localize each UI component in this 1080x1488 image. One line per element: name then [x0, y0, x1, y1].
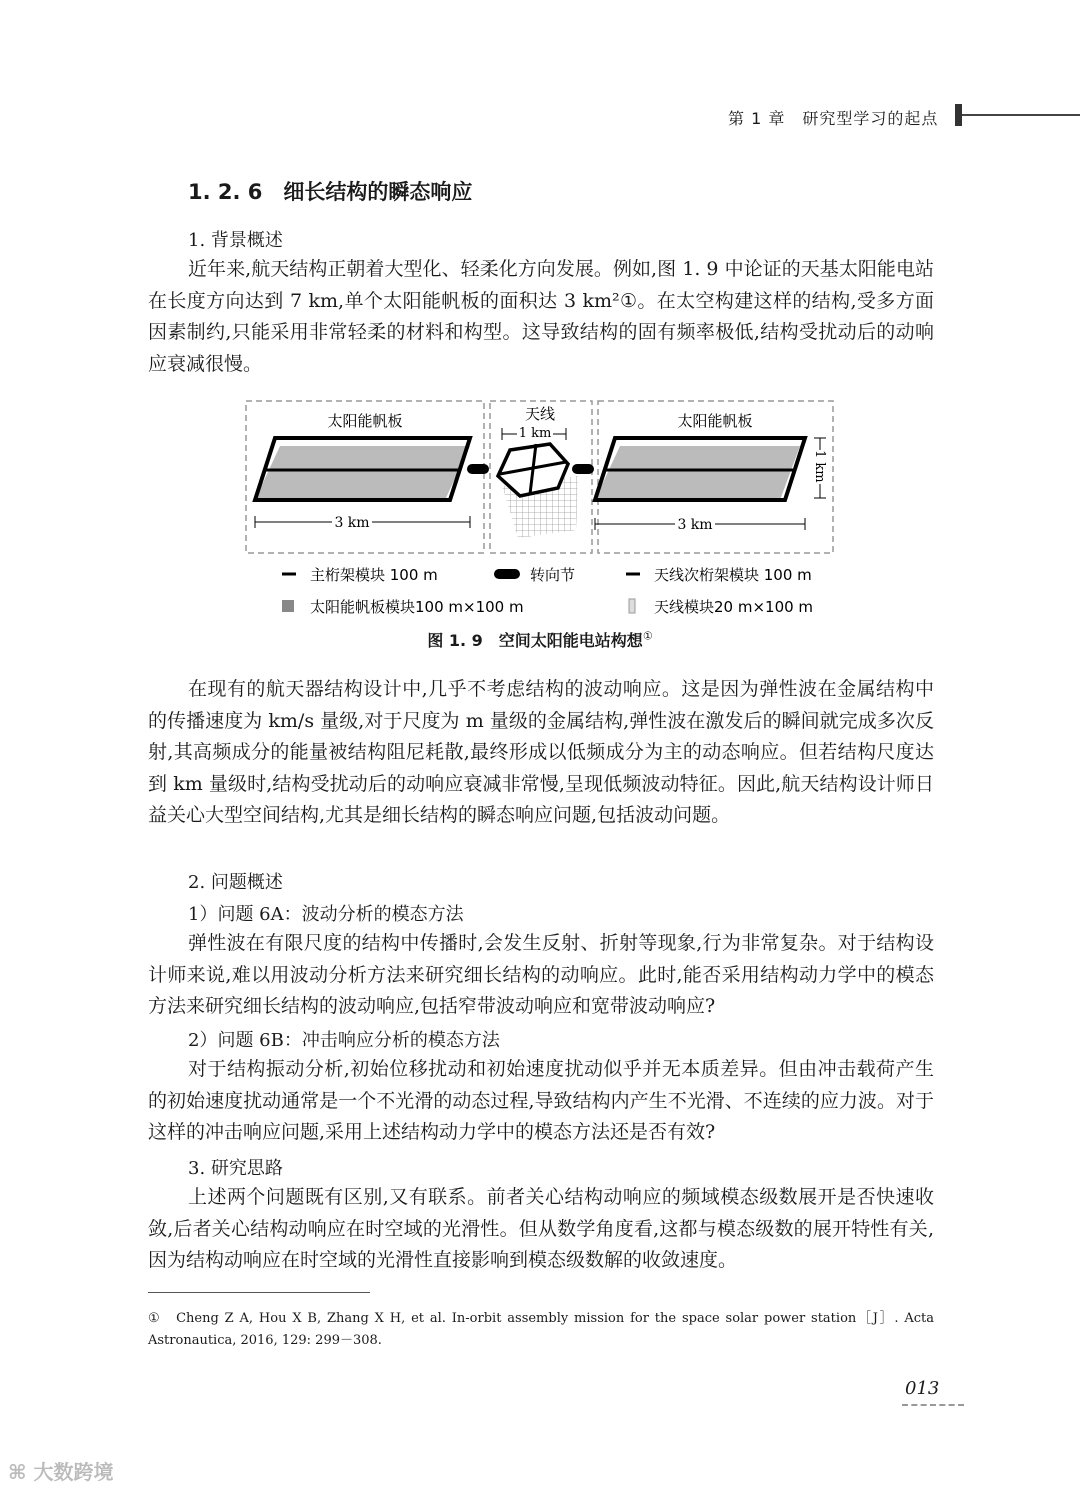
question-6b-title: 2）问题 6B：冲击响应分析的模态方法 [188, 1030, 500, 1051]
page-number: 013 [905, 1378, 940, 1399]
header-rule [962, 114, 1080, 116]
figure-caption: 图 1. 9 空间太阳能电站构想① [427, 629, 653, 650]
center-panel-label: 天线 [524, 405, 556, 423]
right-panel-label: 太阳能帆板 [677, 412, 753, 430]
legend-panel-module: 太阳能帆板模块100 m×100 m [310, 598, 524, 616]
left-panel-label: 太阳能帆板 [327, 412, 403, 430]
dim-3km-left: 3 km [334, 515, 370, 531]
paragraph-6a: 弹性波在有限尺度的结构中传播时,会发生反射、折射等现象,行为非常复杂。对于结构设计师来说,难以用波动分析方法来研究细长结构的动响应。此时,能否采用结构动力学中的模态方法来研究细长结构的波动响应,包括窄带波动响应和宽带波动响应? [148, 932, 934, 1017]
question-6a-title: 1）问题 6A：波动分析的模态方法 [188, 904, 464, 925]
footnote-rule [148, 1292, 370, 1293]
dim-1km-side: 1 km [812, 450, 827, 483]
section-title: 1. 2. 6 细长结构的瞬态响应 [188, 180, 473, 204]
figure-diagram [240, 398, 840, 624]
paragraph-background: 近年来,航天结构正朝着大型化、轻柔化方向发展。例如,图 1. 9 中论证的天基太阳能电站在长度方向达到 7 km,单个太阳能帆板的面积达 3 km²①。在太空构建这样的结构,受多方面因素制约,只能采用非常轻柔的材料和构型。这导致结构的固有频率极低,结构受扰动后的动响应衰减很慢。 [148, 258, 934, 375]
legend-joint: 转向节 [530, 566, 576, 584]
paragraph-wave: 在现有的航天器结构设计中,几乎不考虑结构的波动响应。这是因为弹性波在金属结构中的传播速度为 km/s 量级,对于尺度为 m 量级的金属结构,弹性波在激发后的瞬间就完成多次反射,其高频成分的能量被结构阻尼耗散,最终形成以低频成分为主的动态响应。但若结构尺度达到 km 量级时,结构受扰动后的动响应衰减非常慢,呈现低频波动特征。因此,航天结构设计师日益关心大型空间结构,尤其是细长结构的瞬态响应问题,包括波动问题。 [148, 678, 934, 826]
dim-3km-right: 3 km [677, 517, 713, 533]
footnote: ① Cheng Z A, Hou X B, Zhang X H, et al. In-orbit assembly mission for the space solar power station［J］. Acta Astronautica, 2016, 129: 299－308. [148, 1311, 934, 1348]
joint-right [572, 464, 594, 474]
page-number-dash [902, 1404, 964, 1406]
watermark-logo-icon: ⌘ [8, 1460, 34, 1484]
running-header: 第 1 章 研究型学习的起点 [728, 109, 939, 128]
left-solar-panel [255, 446, 470, 500]
legend-joint-swatch [494, 569, 520, 579]
right-solar-panel [595, 446, 800, 500]
subsection-heading-1: 1. 背景概述 [188, 230, 283, 251]
paragraph-6b: 对于结构振动分析,初始位移扰动和初始速度扰动似乎并无本质差异。但由冲击载荷产生的初始速度扰动通常是一个不光滑的动态过程,导致结构内产生不光滑、不连续的应力波。对于这样的冲击响应问题,采用上述结构动力学中的模态方法还是否有效? [148, 1058, 934, 1143]
legend-ant-truss: 天线次桁架模块 100 m [654, 566, 812, 584]
subsection-heading-3: 3. 研究思路 [188, 1158, 283, 1179]
subsection-heading-2: 2. 问题概述 [188, 872, 283, 893]
legend-panel-swatch [282, 600, 294, 612]
paragraph-approach: 上述两个问题既有区别,又有联系。前者关心结构动响应的频域模态级数展开是否快速收敛,后者关心结构动响应在时空域的光滑性。但从数学角度看,这都与模态级数的展开特性有关,因为结构动响应在时空域的光滑性直接影响到模态级数解的收敛速度。 [148, 1186, 934, 1271]
legend-ant-module: 天线模块20 m×100 m [654, 598, 814, 616]
legend-ant-module-swatch [629, 599, 635, 613]
watermark: ⌘ 大数跨境 [8, 1460, 114, 1484]
header-bar [955, 104, 962, 126]
legend-truss: 主桁架模块 100 m [310, 566, 438, 584]
dim-1km-top: 1 km [518, 426, 552, 441]
joint-left [467, 464, 489, 474]
